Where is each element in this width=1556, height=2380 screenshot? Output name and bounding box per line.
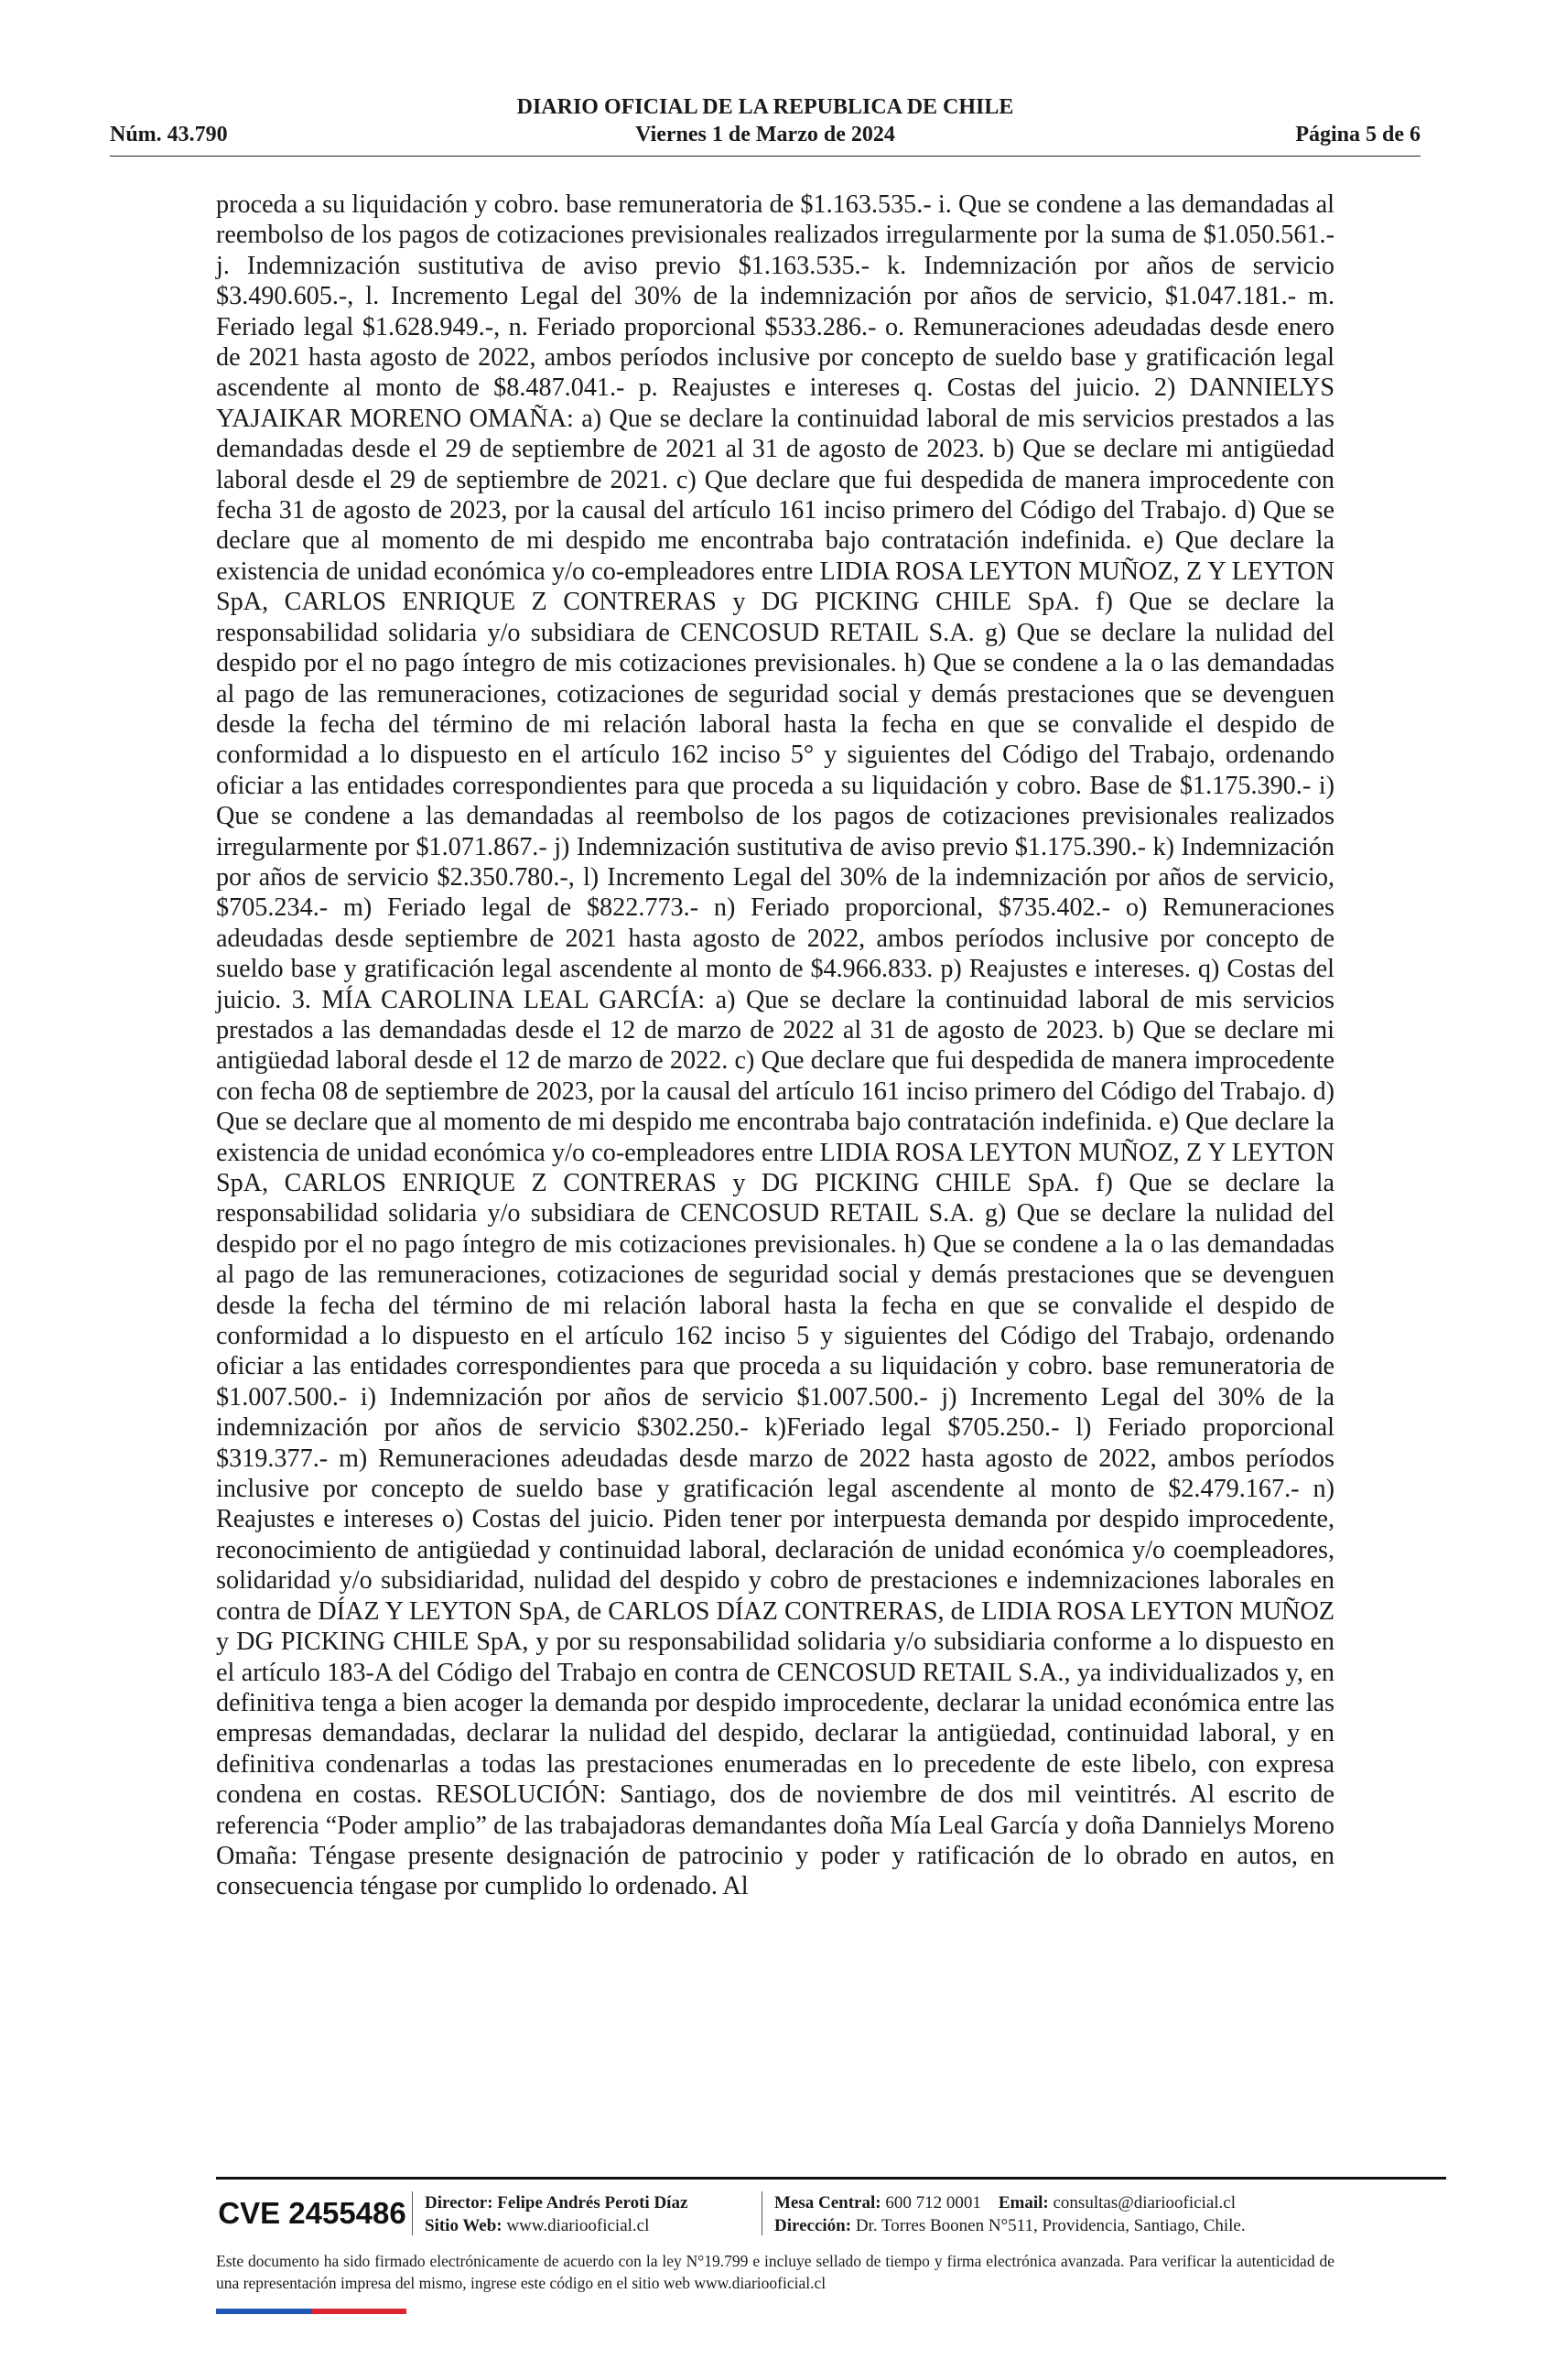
signature-disclaimer: Este documento ha sido firmado electrónicamente de acuerdo con la ley N°19.799 e incluye sellado de tiempo y firma electrónica avanzada. Para verificar la autenticidad de una representación impresa del mismo, ingrese este código en el sitio web www.diariooficial.cl xyxy=(216,2252,1334,2292)
address-value: Dr. Torres Boonen N°511, Providencia, Santiago, Chile. xyxy=(855,2216,1246,2235)
footer-director-block xyxy=(425,2191,687,2237)
address-label: Dirección: xyxy=(774,2216,852,2235)
director-label: Director: xyxy=(425,2193,493,2212)
flag-red-segment xyxy=(311,2309,406,2314)
page-indicator: Página 5 de 6 xyxy=(1295,123,1421,146)
footer-separator xyxy=(412,2191,413,2235)
email-label: Email: xyxy=(998,2193,1049,2212)
footer-contact-block xyxy=(774,2191,1246,2237)
issue-number: Núm. 43.790 xyxy=(110,123,228,146)
flag-blue-segment xyxy=(216,2309,311,2314)
website-label: Sitio Web: xyxy=(425,2216,502,2235)
footer-divider xyxy=(216,2177,1446,2180)
header-divider xyxy=(110,156,1421,157)
mesa-label: Mesa Central: xyxy=(774,2193,881,2212)
document-body: proceda a su liquidación y cobro. base remuneratoria de $1.163.535.- i. Que se condene a las demandadas al reembolso de los pagos de cotizaciones previsionales realizados irregularmente por la suma de $1.050.561.- j. Indemnización sustitutiva de aviso previo $1.163.535.- k. Indemnización por años de servicio $3.490.605.-, l. Incremento Legal del 30% de la indemnización por años de servicio, $1.047.181.- m. Feriado legal $1.628.949.-, n. Feriado proporcional $533.286.- o. Remuneraciones adeudadas desde enero de 2021 hasta agosto de 2022, ambos períodos inclusive por concepto de sueldo base y gratificación legal ascendente al monto de $8.487.041.- p. Reajustes e intereses q. Costas del juicio. 2) DANNIELYS YAJAIKAR MORENO OMAÑA: a) Que se declare la continuidad laboral de mis servicios prestados a las demandadas desde el 29 de septiembre de 2021 al 31 de agosto de 2023. b) Que se declare mi antigüedad laboral desde el 29 de septiembre de 2021. c) Que declare que fui despedida de manera improcedente con fecha 31 de agosto de 2023, por la causal del artículo 161 inciso primero del Código del Trabajo. d) Que se declare que al momento de mi despido me encontraba bajo contratación indefinida. e) Que declare la existencia de unidad económica y/o co-empleadores entre LIDIA ROSA LEYTON MUÑOZ, Z Y LEYTON SpA, CARLOS ENRIQUE Z CONTRERAS y DG PICKING CHILE SpA. f) Que se declare la responsabilidad solidaria y/o subsidiara de CENCOSUD RETAIL S.A. g) Que se declare la nulidad del despido por el no pago íntegro de mis cotizaciones previsionales. h) Que se condene a la o las demandadas al pago de las remuneraciones, cotizaciones de seguridad social y demás prestaciones que se devenguen desde la fecha del término de mi relación laboral hasta la fecha en que se convalide el despido de conformidad a lo dispuesto en el artículo 162 inciso 5° y siguientes del Código del Trabajo, ordenando oficiar a las entidades correspondientes para que proceda a su liquidación y cobro. Base de $1.175.390.- i) Que se condene a las demandadas al reembolso de los pagos de cotizaciones previsionales realizados irregularmente por $1.071.867.- j) Indemnización sustitutiva de aviso previo $1.175.390.- k) Indemnización por años de servicio $2.350.780.-, l) Incremento Legal del 30% de la indemnización por años de servicio, $705.234.- m) Feriado legal de $822.773.- n) Feriado proporcional, $735.402.- o) Remuneraciones adeudadas desde septiembre de 2021 hasta agosto de 2022, ambos períodos inclusive por concepto de sueldo base y gratificación legal ascendente al monto de $4.966.833. p) Reajustes e intereses. q) Costas del juicio. 3. MÍA CAROLINA LEAL GARCÍA: a) Que se declare la continuidad laboral de mis servicios prestados a las demandadas desde el 12 de marzo de 2022 al 31 de agosto de 2023. b) Que se declare mi antigüedad laboral desde el 12 de marzo de 2022. c) Que declare que fui despedida de manera improcedente con fecha 08 de septiembre de 2023, por la causal del artículo 161 inciso primero del Código del Trabajo. d) Que se declare que al momento de mi despido me encontraba bajo contratación indefinida. e) Que declare la existencia de unidad económica y/o co-empleadores entre LIDIA ROSA LEYTON MUÑOZ, Z Y LEYTON SpA, CARLOS ENRIQUE Z CONTRERAS y DG PICKING CHILE SpA. f) Que se declare la responsabilidad solidaria y/o subsidiara de CENCOSUD RETAIL S.A. g) Que se declare la nulidad del despido por el no pago íntegro de mis cotizaciones previsionales. h) Que se condene a la o las demandadas al pago de las remuneraciones, cotizaciones de seguridad social y demás prestaciones que se devenguen desde la fecha del término de mi relación laboral hasta la fecha en que se convalide el despido de conformidad a lo dispuesto en el artículo 162 inciso 5 y siguientes del Código del Trabajo, ordenando oficiar a las entidades correspondientes para que proceda a su liquidación y cobro. base remuneratoria de $1.007.500.- i) Indemnización por años de servicio $1.007.500.- j) Incremento Legal del 30% de la indemnización por años de servicio $302.250.- k)Feriado legal $705.250.- l) Feriado proporcional $319.377.- m) Remuneraciones adeudadas desde marzo de 2022 hasta agosto de 2022, ambos períodos inclusive por concepto de sueldo base y gratificación legal ascendente al monto de $2.479.167.- n) Reajustes e intereses o) Costas del juicio. Piden tener por interpuesta demanda por despido improcedente, reconocimiento de antigüedad y continuidad laboral, declaración de unidad económica y/o coempleadores, solidaridad y/o subsidiaridad, nulidad del despido y cobro de prestaciones e indemnizaciones laborales en contra de DÍAZ Y LEYTON SpA, de CARLOS DÍAZ CONTRERAS, de LIDIA ROSA LEYTON MUÑOZ y DG PICKING CHILE SpA, y por su responsabilidad solidaria y/o subsidiaria conforme a lo dispuesto en el artículo 183-A del Código del Trabajo en contra de CENCOSUD RETAIL S.A., ya individualizados y, en definitiva tenga a bien acoger la demanda por despido improcedente, declarar la unidad económica entre las empresas demandadas, declarar la nulidad del despido, declarar la antigüedad, continuidad laboral, y en definitiva condenarlas a todas las prestaciones enumeradas en lo precedente de este libelo, con expresa condena en costas. RESOLUCIÓN: Santiago, dos de noviembre de dos mil veintitrés. Al escrito de referencia “Poder amplio” de las trabajadoras demandantes doña Mía Leal García y doña Dannielys Moreno Omaña: Téngase presente designación de patrocinio y poder y ratificación de lo obrado en autos, en consecuencia téngase por cumplido lo ordenado. Al xyxy=(216,190,1334,1901)
email-link[interactable]: consultas@diariooficial.cl xyxy=(1053,2193,1237,2212)
page-footer xyxy=(216,2182,1446,2246)
issue-date: Viernes 1 de Marzo de 2024 xyxy=(635,123,895,146)
cve-code: CVE 2455486 xyxy=(218,2196,406,2230)
publication-title: DIARIO OFICIAL DE LA REPUBLICA DE CHILE xyxy=(516,95,1014,119)
mesa-phone: 600 712 0001 xyxy=(885,2193,981,2212)
page-header xyxy=(110,92,1421,152)
chile-flag-stripe xyxy=(216,2309,406,2314)
director-name: Felipe Andrés Peroti Díaz xyxy=(497,2193,688,2212)
website-link[interactable]: www.diariooficial.cl xyxy=(506,2216,650,2235)
